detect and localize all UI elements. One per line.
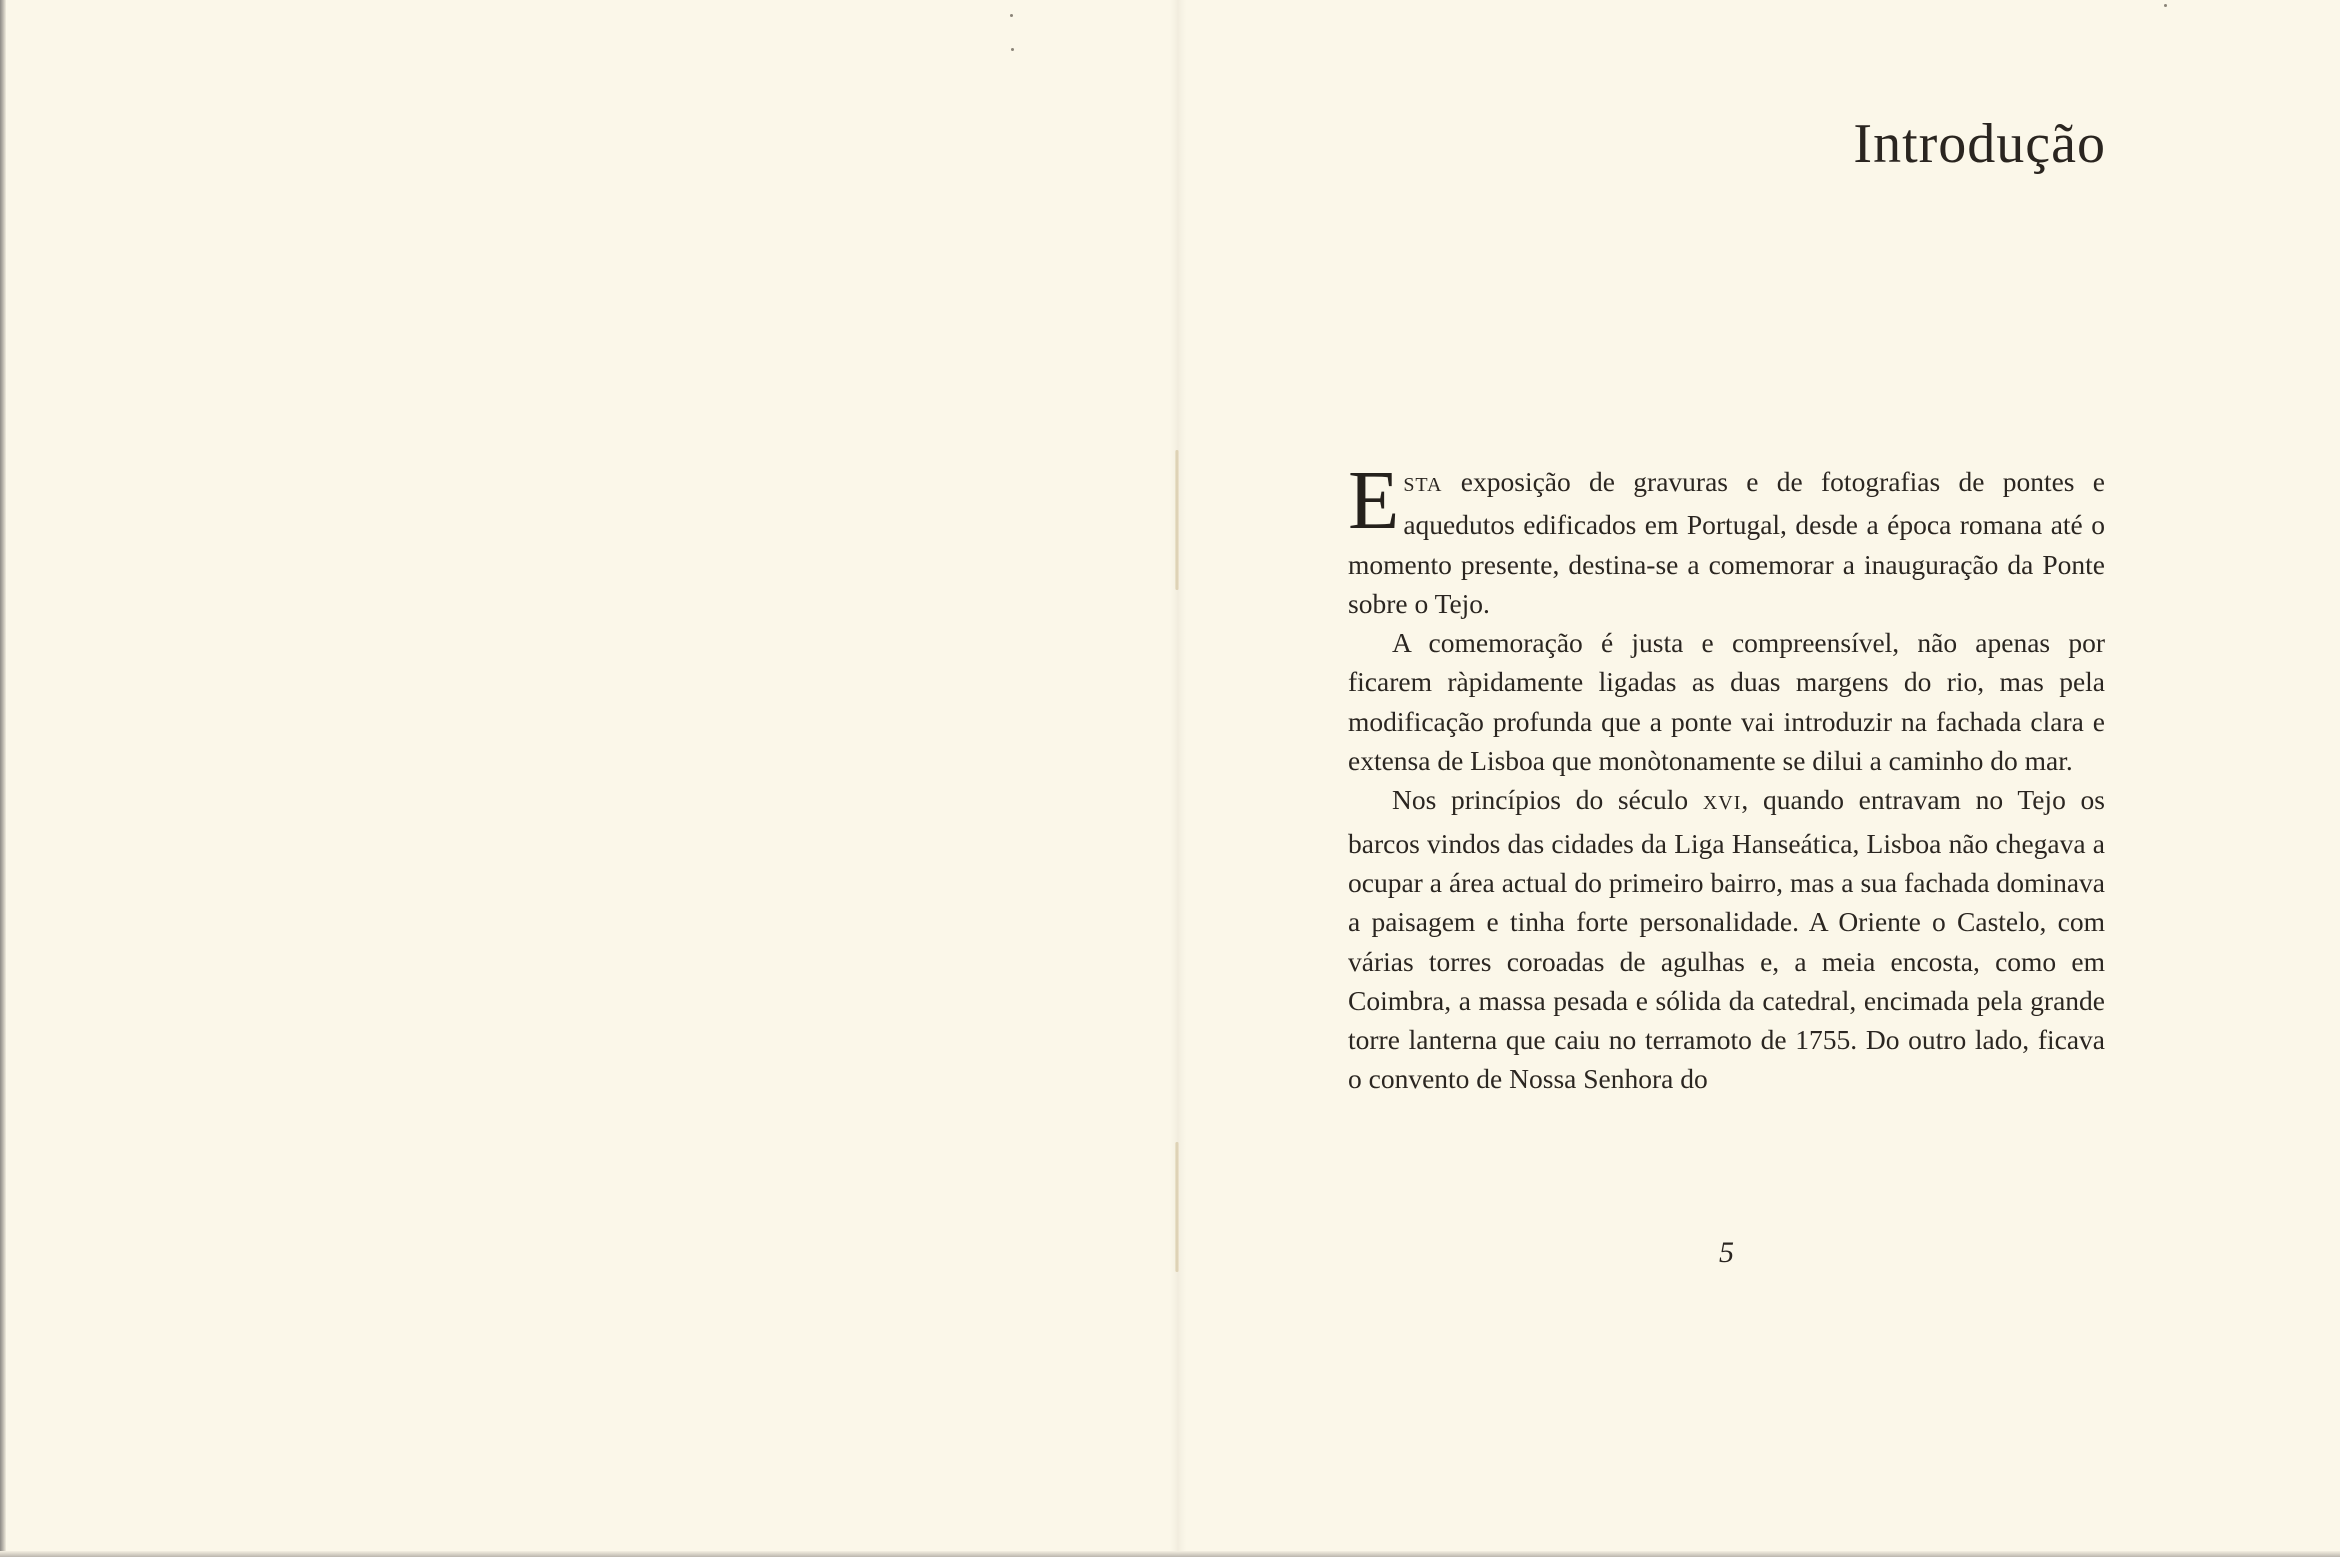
paragraph-1 [1348,454,2105,623]
paper-speck [1010,14,1013,17]
paragraph-1-text: exposição de gravuras e de fotografias de pontes e aquedutos edificados em Portugal, desde a época romana até o momento presente, destina-se a comemorar a inauguração da Ponte sobre o Tejo. [1348,466,2105,619]
small-caps-word: STA [1403,474,1443,496]
page-number: 5 [1719,1236,1734,1269]
century-numeral: XVI [1702,792,1742,815]
page-title: Introdução [1853,113,2106,175]
drop-cap: E [1348,454,1400,547]
paragraph-3-text: , quando entravam no Tejo os barcos vindos das cidades da Liga Hanseática, Lisboa não chegava a ocupar a área actual do primeiro bairro, mas a sua fachada dominava a paisagem e tinha forte personalidade. A Oriente o Castelo, com várias torres coroadas de agulhas e, a meia encosta, como em Coimbra, a massa pesada e sólida da catedral, encimada pela grande torre lanterna que caiu no terramoto de 1755. Do outro lado, ficava o convento de Nossa Senhora do [1348,784,2105,1095]
right-page [1178,0,2340,1551]
paragraph-3 [1348,780,2105,1098]
left-page [6,0,1178,1551]
paper-speck [1011,48,1014,51]
body-text [1348,454,2105,1099]
paragraph-3-start: Nos princípios do século [1392,784,1703,816]
book-bottom-edge [0,1551,2340,1557]
paragraph-2: A comemoração é justa e compreensível, não apenas por ficarem ràpidamente ligadas as duas margens do rio, mas pela modificação profunda que a ponte vai introduzir na fachada clara e extensa de Lisboa que monòtonamente se dilui a caminho do mar. [1348,627,2105,777]
